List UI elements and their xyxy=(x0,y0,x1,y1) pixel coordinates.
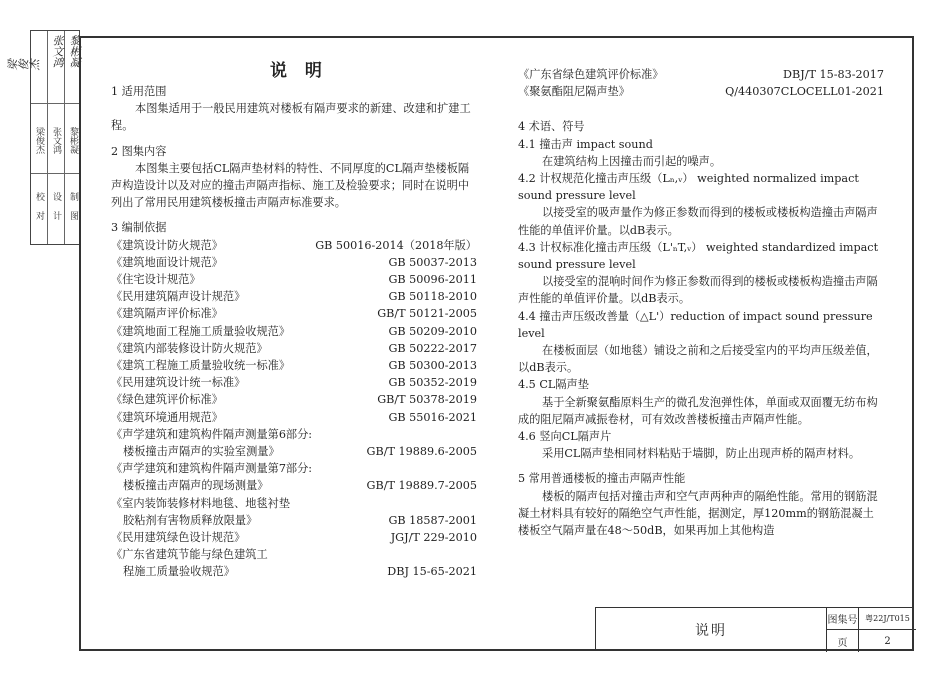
reference-code: GB 55016-2021 xyxy=(388,410,477,424)
reference-name: 《民用建筑绿色设计规范》 xyxy=(111,531,246,545)
reference-item xyxy=(111,374,477,391)
reference-name-cont: 胶粘剂有害物质释放限量》 xyxy=(123,513,258,527)
title-block-cells xyxy=(826,608,916,652)
reference-item xyxy=(111,460,477,477)
term-4-3-heading: 4.3 计权标准化撞击声压级（L'ₙT,ᵥ） weighted standardized impact sound pressure level xyxy=(518,240,879,272)
reference-item xyxy=(111,323,477,340)
reference-item xyxy=(111,340,477,357)
signature-designer: 张文鸿 xyxy=(51,35,64,68)
reference-code: GB/T 19889.6-2005 xyxy=(366,445,477,459)
right-column xyxy=(518,66,884,539)
reference-code: GB 50096-2011 xyxy=(388,273,477,287)
title-block-title: 说明 xyxy=(695,623,727,639)
reference-item xyxy=(111,271,477,288)
reference-item xyxy=(111,563,477,580)
reference-item xyxy=(111,305,477,322)
reference-code: GB 50222-2017 xyxy=(388,341,477,355)
reference-item xyxy=(518,66,884,83)
printed-name-proofreader: 梁俊杰 xyxy=(34,126,44,154)
reference-item xyxy=(111,546,477,563)
term-4-5-heading: 4.5 CL隔声垫 xyxy=(518,378,589,392)
reference-code: GB 50037-2013 xyxy=(388,255,477,269)
divider xyxy=(31,173,79,174)
section-4-heading: 4 术语、符号 xyxy=(518,120,585,134)
reference-code: Q/440307CLOCELL01-2021 xyxy=(725,85,884,99)
atlas-number: 粤22J/T015 xyxy=(859,608,916,630)
reference-code: GB 50209-2010 xyxy=(388,324,477,338)
term-4-2-heading: 4.2 计权规范化撞击声压级（Lₙ,ᵥ） weighted normalized impact sound pressure level xyxy=(518,172,859,203)
role-proofreader: 校对 xyxy=(34,192,44,230)
term-4-4-heading: 4.4 撞击声压级改善量（△L'）reduction of impact sound pressure level xyxy=(518,309,873,340)
printed-name-designer: 张文鸿 xyxy=(51,126,61,154)
reference-item xyxy=(111,391,477,408)
reference-item xyxy=(111,512,477,529)
reference-name: 《建筑工程施工质量验收统一标准》 xyxy=(111,359,291,373)
reference-item xyxy=(111,426,477,443)
atlas-number-label: 图集号 xyxy=(827,608,859,630)
left-column xyxy=(111,83,477,581)
reference-name: 《建筑地面工程施工质量验收规范》 xyxy=(111,324,291,338)
reference-code: GB/T 19889.7-2005 xyxy=(366,479,477,493)
reference-name: 《建筑设计防火规范》 xyxy=(111,238,223,252)
section-2-heading: 2 图集内容 xyxy=(111,144,167,158)
section-5-heading: 5 常用普通楼板的撞击声隔声性能 xyxy=(518,472,686,486)
reference-item xyxy=(111,529,477,546)
reference-name: 《声学建筑和建筑构件隔声测量第7部分: xyxy=(111,462,313,476)
reference-code: GB 18587-2001 xyxy=(388,513,477,527)
reference-name: 《建筑环境通用规范》 xyxy=(111,410,223,424)
signature-drafter: 黎彬凝 xyxy=(68,35,81,68)
reference-item xyxy=(111,237,477,254)
section-3-heading: 3 编制依据 xyxy=(111,221,167,235)
reference-name: 《广东省绿色建筑评价标准》 xyxy=(518,68,664,81)
title-block xyxy=(595,607,914,651)
reference-code: GB 50016-2014（2018年版） xyxy=(315,238,477,252)
reference-name: 《民用建筑隔声设计规范》 xyxy=(111,290,246,304)
reference-code: GB 50118-2010 xyxy=(388,290,477,304)
reference-code: GB/T 50378-2019 xyxy=(377,393,477,407)
signature-block xyxy=(7,30,81,245)
reference-name: 《建筑隔声评价标准》 xyxy=(111,307,223,321)
term-4-1-heading: 4.1 撞击声 impact sound xyxy=(518,137,653,151)
term-4-2-body: 以接受室的吸声量作为修正参数而得到的楼板或楼板构造撞击声隔声性能的单值评价量。以dB表示。 xyxy=(518,206,878,237)
reference-name: 《建筑内部装修设计防火规范》 xyxy=(111,341,268,355)
reference-item xyxy=(111,477,477,494)
page-title: 说 明 xyxy=(270,61,328,81)
reference-code: DBJ 15-65-2021 xyxy=(387,565,477,579)
section-5-body: 楼板的隔声包括对撞击声和空气声两种声的隔绝性能。常用的钢筋混凝土材料具有较好的隔绝空气声性能，据测定，厚120mm的钢筋混凝土楼板空气隔声量在48～50dB，如果再加上其他构造 xyxy=(518,489,878,538)
reference-code: JGJ/T 229-2010 xyxy=(390,531,477,545)
reference-code: GB 50352-2019 xyxy=(388,376,477,390)
reference-name: 《住宅设计规范》 xyxy=(111,273,201,287)
reference-item xyxy=(111,409,477,426)
reference-code: GB/T 50121-2005 xyxy=(377,307,477,321)
reference-name: 《建筑地面设计规范》 xyxy=(111,255,223,269)
reference-item xyxy=(111,495,477,512)
reference-name: 《民用建筑设计统一标准》 xyxy=(111,376,246,390)
reference-name: 《绿色建筑评价标准》 xyxy=(111,393,223,407)
term-4-6-body: 采用CL隔声垫相同材料粘贴于墙脚，防止出现声桥的隔声材料。 xyxy=(542,447,861,461)
role-drafter: 制图 xyxy=(68,192,78,230)
page-label: 页 xyxy=(827,630,859,652)
reference-name-cont: 楼板撞击声隔声的实验室测量》 xyxy=(123,445,280,459)
reference-item xyxy=(111,443,477,460)
reference-name: 《声学建筑和建筑构件隔声测量第6部分: xyxy=(111,427,313,441)
divider xyxy=(31,103,79,104)
section-1-heading: 1 适用范围 xyxy=(111,85,167,98)
reference-name: 《聚氨酯阻尼隔声垫》 xyxy=(518,85,630,99)
reference-name-cont: 楼板撞击声隔声的现场测量》 xyxy=(123,479,269,493)
reference-code: DBJ/T 15-83-2017 xyxy=(783,68,884,81)
term-4-3-body: 以接受室的混响时间作为修正参数而得到的楼板或楼板构造撞击声隔声性能的单值评价量。以dB表示。 xyxy=(518,275,878,306)
reference-item xyxy=(111,254,477,271)
term-4-6-heading: 4.6 竖向CL隔声片 xyxy=(518,430,612,444)
printed-name-drafter: 黎彬凝 xyxy=(68,126,78,154)
reference-item xyxy=(111,288,477,305)
reference-name-cont: 程施工质量验收规范》 xyxy=(123,565,235,579)
section-2-body: 本图集主要包括CL隔声垫材料的特性、不同厚度的CL隔声垫楼板隔声构造设计以及对应的撞击声隔声指标、施工及检验要求；同时在说明中列出了常用民用建筑楼板撞击声隔声标准要求。 xyxy=(111,161,470,210)
reference-item xyxy=(111,357,477,374)
role-designer: 设计 xyxy=(51,192,61,230)
reference-item xyxy=(518,83,884,100)
page-number: 2 xyxy=(884,635,891,647)
term-4-1-body: 在建筑结构上因撞击而引起的噪声。 xyxy=(542,154,722,168)
section-1-body: 本图集适用于一般民用建筑对楼板有隔声要求的新建、改建和扩建工程。 xyxy=(111,102,471,133)
reference-name: 《室内装饰装修材料地毯、地毯衬垫 xyxy=(111,496,291,510)
term-4-5-body: 基于全新聚氨酯原料生产的微孔发泡弹性体，单面或双面覆无纺布构成的阻尼隔声减振卷材，可有效改善楼板撞击声隔声性能。 xyxy=(518,395,878,426)
signature-proofreader: 梁俊杰 xyxy=(7,59,40,72)
reference-name: 《广东省建筑节能与绿色建筑工 xyxy=(111,548,268,562)
term-4-4-body: 在楼板面层（如地毯）铺设之前和之后接受室内的平均声压级差值，以dB表示。 xyxy=(518,344,878,375)
reference-code: GB 50300-2013 xyxy=(388,359,477,373)
